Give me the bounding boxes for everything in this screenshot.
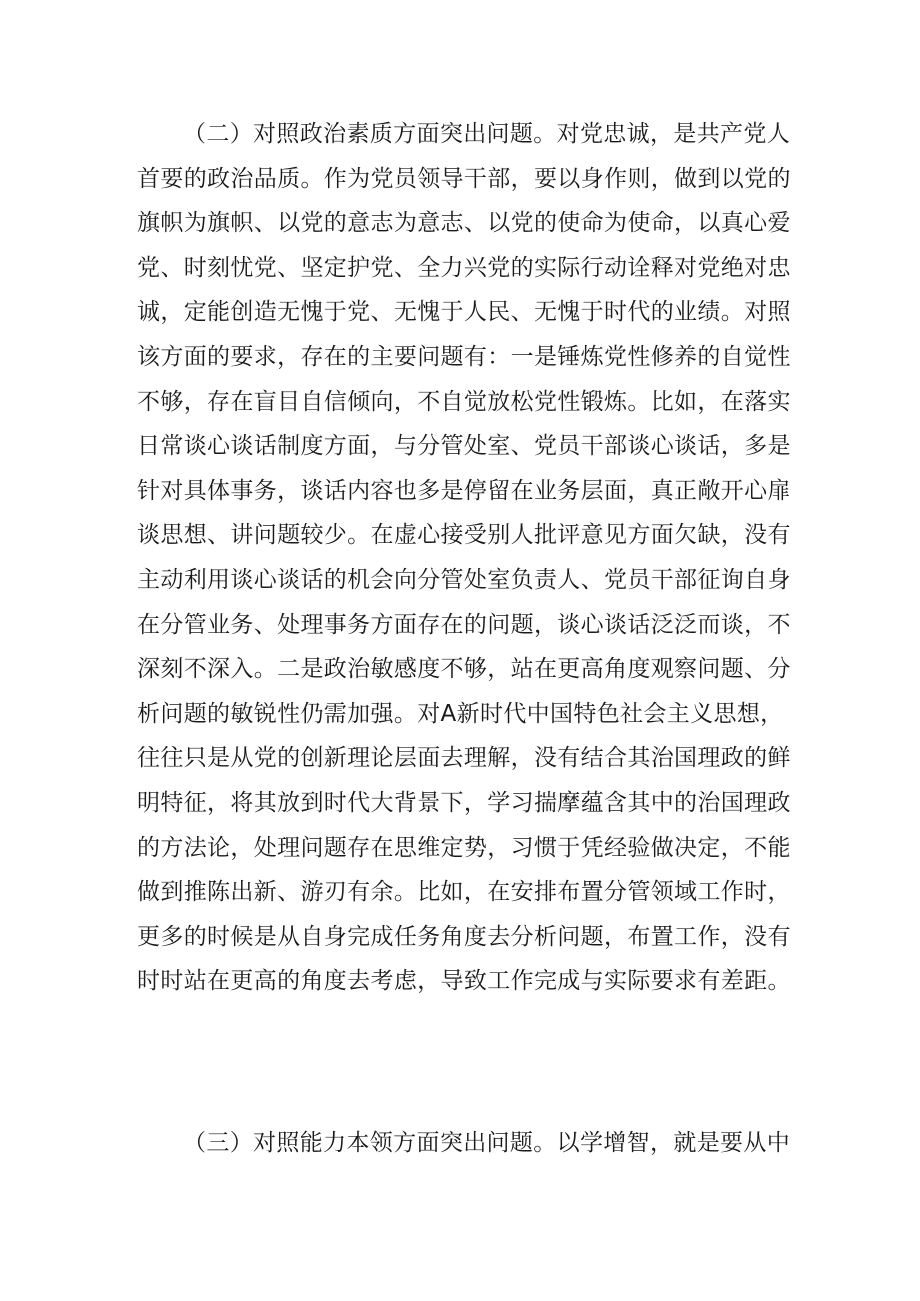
text-line: 党、时刻忧党、坚定护党、全力兴党的实际行动诠释对党绝对忠 <box>137 254 791 281</box>
text-line: 往往只是从党的创新理论层面去理解，没有结合其治国理政的鲜 <box>137 745 791 772</box>
text-line: （二）对照政治素质方面突出问题。对党忠诚，是共产党人 <box>183 121 791 147</box>
text-line: 日常谈心谈话制度方面，与分管处室、党员干部谈心谈话，多是 <box>137 433 791 460</box>
text-line: 针对具体事务，谈话内容也多是停留在业务层面，真正敞开心扉 <box>137 477 791 504</box>
text-line: 更多的时候是从自身完成任务角度去分析问题，布置工作，没有 <box>137 923 791 950</box>
paragraph-political-quality <box>137 112 797 1004</box>
text-line: 深刻不深入。二是政治敏感度不够，站在更高角度观察问题、分 <box>137 656 791 683</box>
paragraph-ability <box>137 1121 797 1166</box>
text-line: 首要的政治品质。作为党员领导干部，要以身作则，做到以党的 <box>137 165 791 192</box>
text-line: 在分管业务、处理事务方面存在的问题，谈心谈话泛泛而谈，不 <box>137 611 791 638</box>
text-line: 诚，定能创造无愧于党、无愧于人民、无愧于时代的业绩。对照 <box>137 299 791 326</box>
text-line: 时时站在更高的角度去考虑，导致工作完成与实际要求有差距。 <box>137 968 791 995</box>
text-line: （三）对照能力本领方面突出问题。以学增智，就是要从中 <box>183 1130 791 1156</box>
text-line: 主动利用谈心谈话的机会向分管处室负责人、党员干部征询自身 <box>137 566 791 593</box>
text-line: 不够，存在盲目自信倾向，不自觉放松党性锻炼。比如，在落实 <box>137 388 791 415</box>
text-line: 明特征，将其放到时代大背景下，学习揣摩蕴含其中的治国理政 <box>137 789 791 816</box>
text-line: 该方面的要求，存在的主要问题有：一是锤炼党性修养的自觉性 <box>137 343 791 370</box>
text-line: 的方法论，处理问题存在思维定势，习惯于凭经验做决定，不能 <box>137 834 791 861</box>
text-line: 析问题的敏锐性仍需加强。对A新时代中国特色社会主义思想， <box>137 700 784 727</box>
text-line: 做到推陈出新、游刃有余。比如，在安排布置分管领域工作时， <box>137 879 791 906</box>
text-line: 谈思想、讲问题较少。在虚心接受别人批评意见方面欠缺，没有 <box>137 522 791 549</box>
text-line: 旗帜为旗帜、以党的意志为意志、以党的使命为使命，以真心爱 <box>137 210 791 237</box>
